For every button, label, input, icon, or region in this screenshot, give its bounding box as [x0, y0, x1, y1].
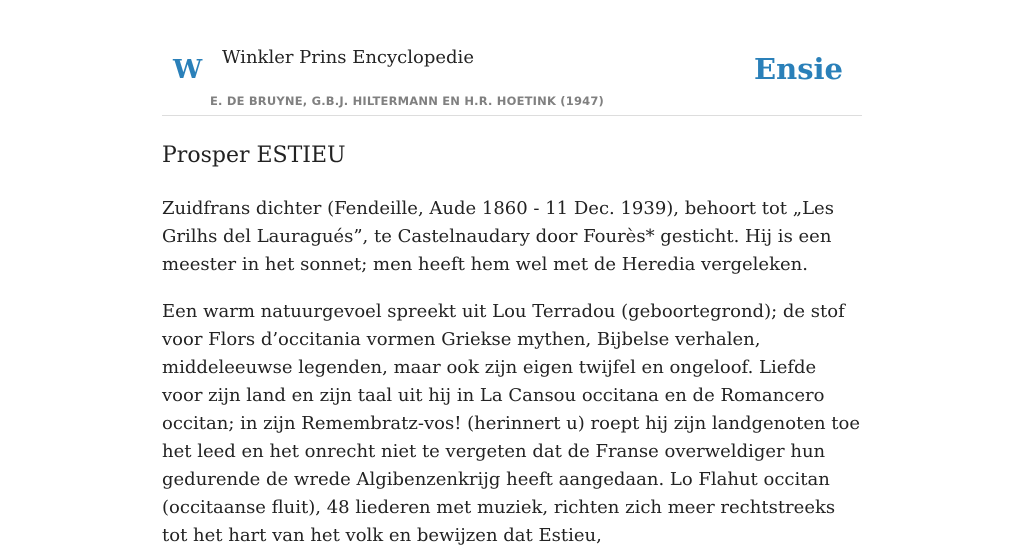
article-title: Prosper ESTIEU [162, 143, 346, 168]
article-paragraph: Een warm natuurgevoel spreekt uit Lou Terradou (geboortegrond); de stof voor Flors d’occitania vormen Griekse mythen, Bijbelse verhalen, middeleeuwse legenden, maar ook zijn eigen twijfel en ongeloof. Liefde voor zijn land en zijn taal uit hij in La Cansou occitana en de Romancero occitan; in zijn Remembratz-vos! (herinnert u) roept hij zijn landgenoten toe het leed en het onrecht niet te vergeten dat de Franse overweldiger hun gedurende de wrede Algibenzenkrijg heeft aangedaan. Lo Flahut occitan (occitaanse fluit), 48 liederen met muziek, richten zich meer rechtstreeks tot het hart van het volk en bewijzen dat Estieu, [162, 301, 861, 546]
page [162, 0, 862, 550]
site-title[interactable]: Winkler Prins Encyclopedie [222, 47, 474, 68]
site-header [162, 0, 862, 116]
authors-line: E. DE BRUYNE, G.B.J. HILTERMANN EN H.R. HOETINK (1947) [210, 94, 605, 108]
site-logo[interactable]: W [173, 55, 203, 85]
brand-logo[interactable]: Ensie [754, 52, 843, 86]
article-paragraph: Zuidfrans dichter (Fendeille, Aude 1860 - 11 Dec. 1939), behoort tot „Les Grilhs del Lauragués”, te Castelnaudary door Fourès* gesticht. Hij is een meester in het sonnet; men heeft hem wel met de Heredia vergeleken. [162, 198, 834, 275]
